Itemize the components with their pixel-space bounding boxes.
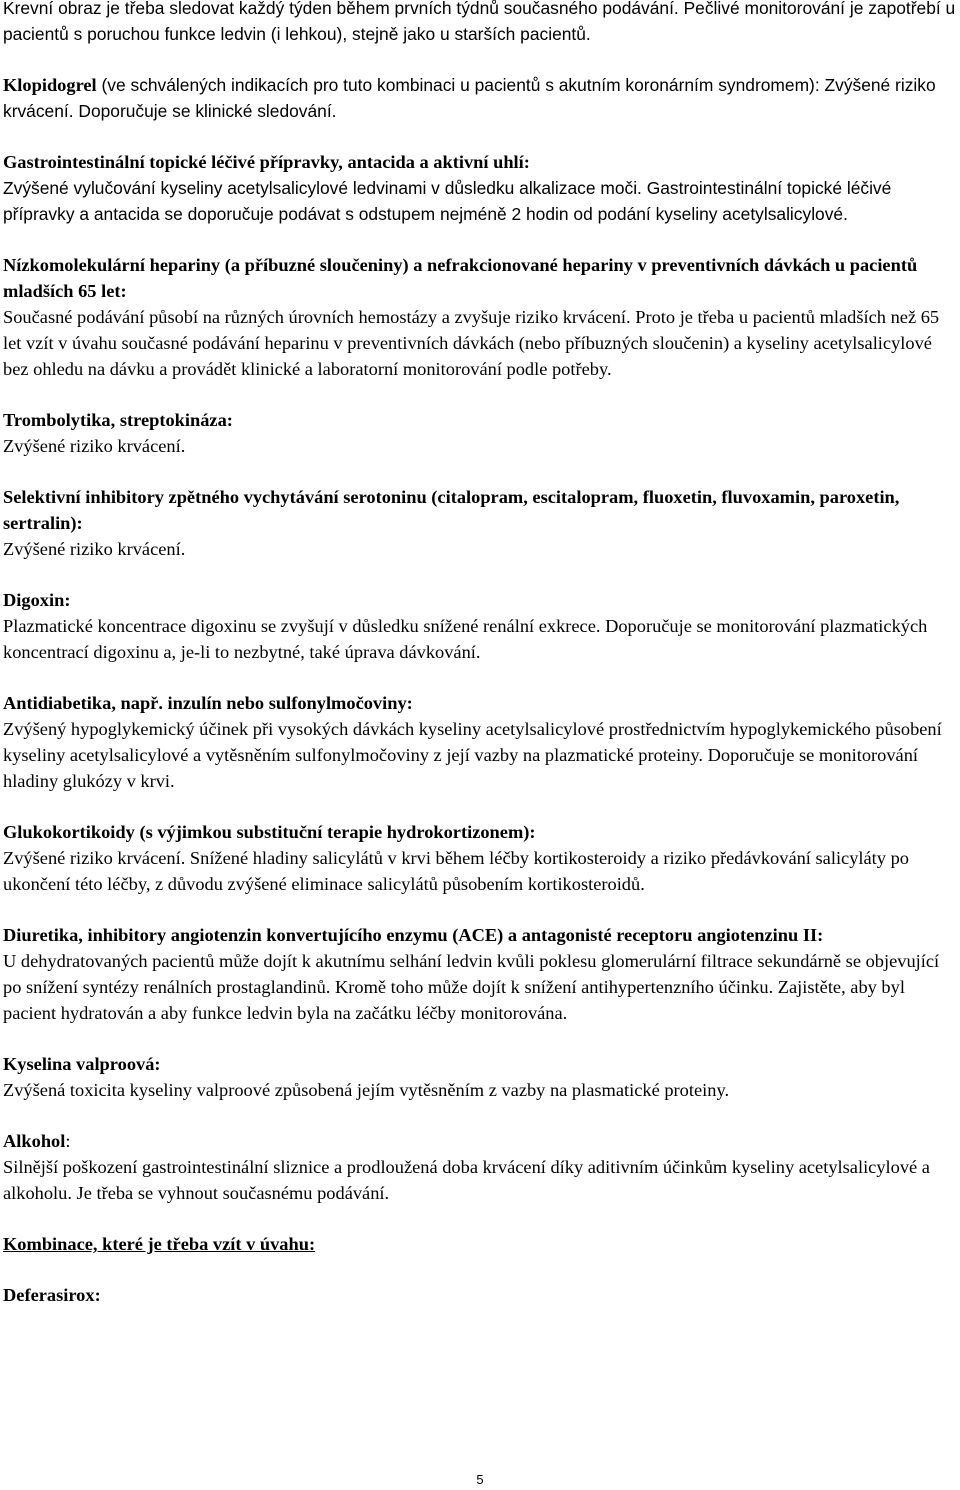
heparins-heading: Nízkomolekulární hepariny (a příbuzné sloučeniny) a nefrakcionované hepariny v preventivních dávkách u pacientů mladších 65 let: [3,255,918,301]
digoxin-section [3,587,958,665]
document-page [3,0,958,1333]
digoxin-text: Plazmatické koncentrace digoxinu se zvyšují v důsledku snížené renální exkrece. Doporučuje se monitorování plazmatických koncentrací digoxinu a, je-li to nezbytné, také úprava dávkování. [3,616,928,662]
gastro-text-b: Gastrointestinální topické léčivé přípravky a antacida se doporučuje podávat s odstupem nejméně 2 hodin od podání kyseliny acetylsalicylové. [3,178,892,224]
page-number: 5 [476,1472,484,1487]
thrombolytics-heading: Trombolytika, streptokináza: [3,410,233,430]
alcohol-heading: Alkohol [3,1131,66,1151]
intro-paragraph [3,0,958,47]
thrombolytics-text: Zvýšené riziko krvácení. [3,436,186,456]
thrombolytics-section [3,407,958,459]
deferasirox-heading: Deferasirox: [3,1285,101,1305]
deferasirox-section [3,1282,958,1308]
klopidogrel-section [3,72,958,124]
ssri-text: Zvýšené riziko krvácení. [3,539,186,559]
gastro-heading: Gastrointestinální topické léčivé přípravky, antacida a aktivní uhlí: [3,152,530,172]
alcohol-heading-colon: : [65,1131,71,1151]
ssri-section [3,484,958,562]
intro-text: Krevní obraz je třeba sledovat každý týden během prvních týdnů současného podávání. Pečlivé monitorování je zapotřebí u pacientů s poruchou funkce ledvin (i lehkou), stejně jako u starších pacientů. [3,0,956,44]
considered-heading: Kombinace, které je třeba vzít v úvahu: [3,1234,316,1254]
diuretics-text: U dehydratovaných pacientů může dojít k akutnímu selhání ledvin kvůli poklesu glomerulární filtrace sekundárně se objevující po snížení syntézy renálních prostaglandinů. Kromě toho může dojít k snížení antihypertenzního účinku. Zajistěte, aby byl pacient hydratován a aby funkce ledvin byla na začátku léčby monitorována. [3,951,940,1023]
gastro-text-a: Zvýšené vylučování kyseliny acetylsalicylové ledvinami v důsledku alkalizace moči. [3,178,642,198]
antidiabetics-section [3,690,958,794]
digoxin-heading: Digoxin: [3,590,71,610]
antidiabetics-text: Zvýšený hypoglykemický účinek při vysokých dávkách kyseliny acetylsalicylové prostřednictvím hypoglykemického působení kyseliny acetylsalicylové a vytěsněním sulfonylmočoviny z její vazby na plazmatické proteiny. Doporučuje se monitorování hladiny glukózy v krvi. [3,719,942,791]
glucocorticoids-section [3,819,958,897]
glucocorticoids-text: Zvýšené riziko krvácení. Snížené hladiny salicylátů v krvi během léčby kortikosteroidy a riziko předávkování salicyláty po ukončení této léčby, z důvodu zvýšené eliminace salicylátů působením kortikosteroidů. [3,848,909,894]
heparins-section [3,252,958,382]
diuretics-section [3,922,958,1026]
valproic-text: Zvýšená toxicita kyseliny valproové způsobená jejím vytěsněním z vazby na plasmatické proteiny. [3,1080,730,1100]
diuretics-heading: Diuretika, inhibitory angiotenzin konvertujícího enzymu (ACE) a antagonisté receptoru angiotenzinu II: [3,925,824,945]
ssri-heading: Selektivní inhibitory zpětného vychytávání serotoninu (citalopram, escitalopram, fluoxetin, fluvoxamin, paroxetin, sertralin): [3,487,900,533]
alcohol-section [3,1128,958,1206]
valproic-heading: Kyselina valproová: [3,1054,161,1074]
considered-section [3,1231,958,1257]
heparins-text: Současné podávání působí na různých úrovních hemostázy a zvyšuje riziko krvácení. Proto je třeba u pacientů mladších než 65 let vzít v úvahu současné podávání heparinu v preventivních dávkách (nebo příbuzných sloučenin) a kyseliny acetylsalicylové bez ohledu na dávku a provádět klinické a laboratorní monitorování podle potřeby. [3,307,940,379]
klopidogrel-text: (ve schválených indikacích pro tuto kombinaci u pacientů s akutním koronárním syndromem): Zvýšené riziko krvácení. Doporučuje se klinické sledování. [3,75,936,121]
gastro-section [3,149,958,227]
glucocorticoids-heading: Glukokortikoidy (s výjimkou substituční terapie hydrokortizonem): [3,822,536,842]
valproic-section [3,1051,958,1103]
antidiabetics-heading: Antidiabetika, např. inzulín nebo sulfonylmočoviny: [3,693,413,713]
klopidogrel-heading: Klopidogrel [3,75,97,95]
alcohol-text: Silnější poškození gastrointestinální sliznice a prodloužená doba krvácení díky aditivním účinkům kyseliny acetylsalicylové a alkoholu. Je třeba se vyhnout současnému podávání. [3,1157,930,1203]
